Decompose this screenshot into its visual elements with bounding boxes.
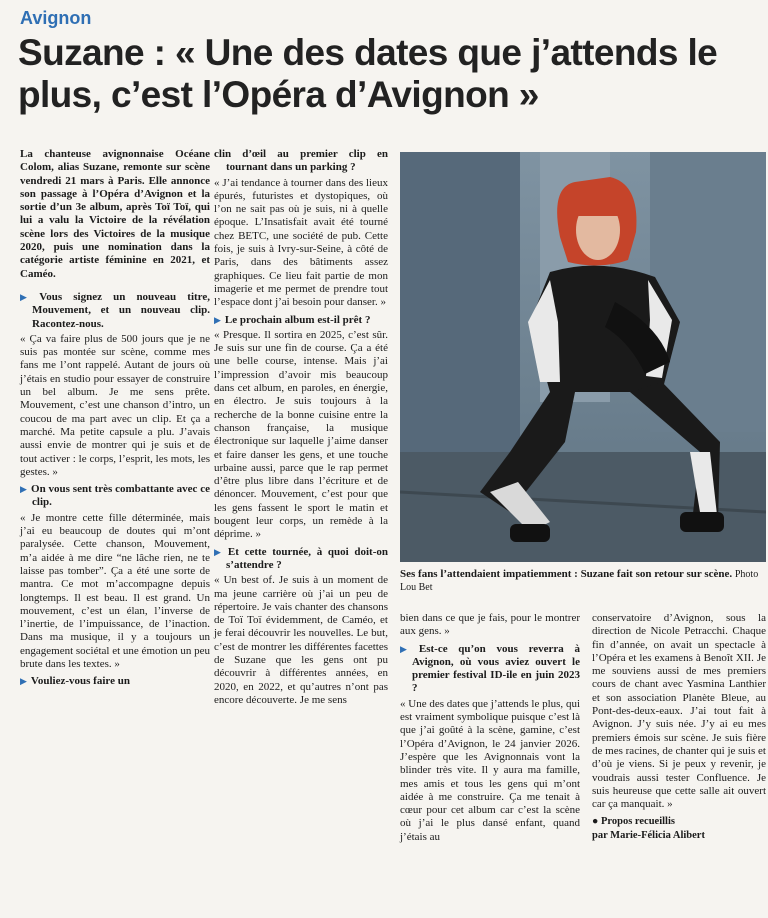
triangle-right-icon: ▶ xyxy=(214,314,221,325)
question-6: ▶ Est-ce qu’on vous reverra à Avignon, où vous aviez ouvert le premier festival ID-ile en juin 2023 ? xyxy=(400,642,580,695)
article-column-4 xyxy=(592,612,766,842)
triangle-right-icon: ▶ xyxy=(20,484,28,495)
answer-1: « Ça va faire plus de 500 jours que je ne suis pas montée sur scène, comme mes fans me l’ont rappelé. Autant de jours où j’étais en studio pour essayer de construire un bel album. Je me sens prête. Mouvement, c’est une chanson d’intro, un coucou de ma part avec un clip. Et ça a marché. Ma petite capsule a plu. J’avais aussi envie de montrer qui je suis et de tout activer : le corps, l’esprit, les mots, les gestes. » xyxy=(20,332,210,478)
question-3-continued: clin d’œil au premier clip en tournant dans un parking ? xyxy=(214,148,388,174)
answer-5-continued: bien dans ce que je fais, pour le montrer aux gens. » xyxy=(400,612,580,638)
answer-6: « Une des dates que j’attends le plus, qui est vraiment symbolique puisque c’est là que j’ai goûté à la scène, gamine, c’est l’Opéra d’Avignon, le 24 janvier 2026. J’espère que les Avignonnais vont la blinder très vite. Il y aura ma famille, mes amis et tous les gens qui m’ont aidée à me construire. Ça me tenait à cœur pour cet album car c’est la scène où j’ai le plus dansé enfant, quand j’étais au xyxy=(400,697,580,843)
photo-caption: Ses fans l’attendaient impatiemment : Suzane fait son retour sur scène. Photo Lou Bet xyxy=(400,568,759,593)
article-column-3 xyxy=(400,612,580,844)
section-rubric: Avignon xyxy=(20,8,92,28)
answer-3: « J’ai tendance à tourner dans des lieux épurés, futuristes et dystopiques, où l’on ne sait pas où je suis, ni à quelle époque. L’Insatisfait avait été tourné chez BETC, une société de pub. Cette fois, je suis à Ivry-sur-Seine, à côté de Paris, dans des bâtiments assez graphiques. Ce lieu fait partie de mon imagerie et me permet de prendre tout l’espace dont j’ai besoin pour danser. » xyxy=(214,176,388,309)
question-1: ▶ Vous signez un nouveau titre, Mouvement, et un nouveau clip. Racontez-nous. xyxy=(20,290,210,330)
question-2: ▶ On vous sent très combattante avec ce clip. xyxy=(20,483,211,509)
article-lead: La chanteuse avignonnaise Océane Colom, alias Suzane, remonte sur scène vendredi 21 mars à Paris. Elle annonce son passage à l’Opéra d’Avignon et la sortie d’un 3e album, après Toï Toï, qui lui a valu la Victoire de la révélation scène lors des Victoires de la musique 2020, puis une nomination dans la catégorie artiste féminine en 2021, et Caméo. xyxy=(20,148,210,280)
answer-2: « Je montre cette fille déterminée, mais j’ai eu beaucoup de doutes qui m’ont paralysée. Cette chanson, Mouvement, m’a aidée à me dire “ne lâche rien, ne te laisse pas tomber”. Ça a été une sorte de mantra. Ce mot m’accompagne depuis longtemps. Il est beau. Il est grand. Un mouvement, c’est un élan, l’inverse de l’inertie, de l’impuissance, de l’inaction. Dans ma musique, il y a toujours un engagement sociétal et une émotion un peu brute dans les textes. » xyxy=(20,511,210,670)
suzane-photo-illustration xyxy=(400,152,766,562)
question-4: ▶ Le prochain album est-il prêt ? xyxy=(214,313,371,326)
triangle-right-icon: ▶ xyxy=(400,643,415,654)
photo-credit: Photo Lou Bet xyxy=(400,569,759,593)
triangle-right-icon: ▶ xyxy=(20,676,27,687)
answer-4: « Presque. Il sortira en 2025, c’est sûr. Je suis sur une fin de course. Ça a été une belle course, intense. Mais j’ai l’impression d’avoir mis beaucoup dans cet album, en paroles, en énergie, en électro. Je suis toujours à la recherche de la bonne cuisine entre la chanson française, la musique électronique sur laquelle j’aime danser et faire danser les gens, et une touche urbaine aussi, parce que le rap permet d’être plus libre dans l’écriture et de dénoncer. Mouvement, c’est pour que les gens fassent le sport le matin et bougent leur corps, un remède à la déprime. » xyxy=(214,328,388,541)
question-3: ▶ Vouliez-vous faire un xyxy=(20,675,130,688)
author-signature: ● Propos recueillis par Marie-Félicia Alibert xyxy=(592,816,705,841)
triangle-right-icon: ▶ xyxy=(214,546,224,557)
article-photo xyxy=(400,152,766,562)
article-column-2 xyxy=(214,148,388,707)
article-column-1 xyxy=(20,148,210,691)
triangle-right-icon: ▶ xyxy=(20,291,36,302)
question-5: ▶ Et cette tournée, à quoi doit-on s’attendre ? xyxy=(214,545,389,571)
answer-5: « Un best of. Je suis à un moment de ma jeune carrière où j’ai un peu de répertoire. Je vais chanter des chansons de Toï Toï évidemment, de Caméo, et je ferai découvrir les nouvelles. Le but, c’est de montrer les différentes facettes de Suzane que les gens ont pu découvrir à différentes années, en 2020, en 2022, et qu’autres n’ont pas encore découverte. Je me sens xyxy=(214,574,388,706)
answer-6-continued: conservatoire d’Avignon, sous la direction de Nicole Petracchi. Chaque fin d’année, on avait un spectacle à l’Opéra et les examens à Benoît XII. Je me souviens aussi de mes premiers cours de chant avec Yasmina Lanthier et son association Planète Bleue, au Pont-des-deux-eaux. J’ai tout fait à Avignon. J’y suis née. J’y ai eu mes premiers émois sur scène. Je suis fière de mes racines, de chanter qui je suis et d’où je viens. Si je peux y revenir, je voudrais aussi tester Confluence. Je suis heureuse que cette salle ait ouvert car ça manquait. » xyxy=(592,612,766,811)
article-headline: Suzane : « Une des dates que j’attends le plus, c’est l’Opéra d’Avignon » xyxy=(18,32,718,115)
